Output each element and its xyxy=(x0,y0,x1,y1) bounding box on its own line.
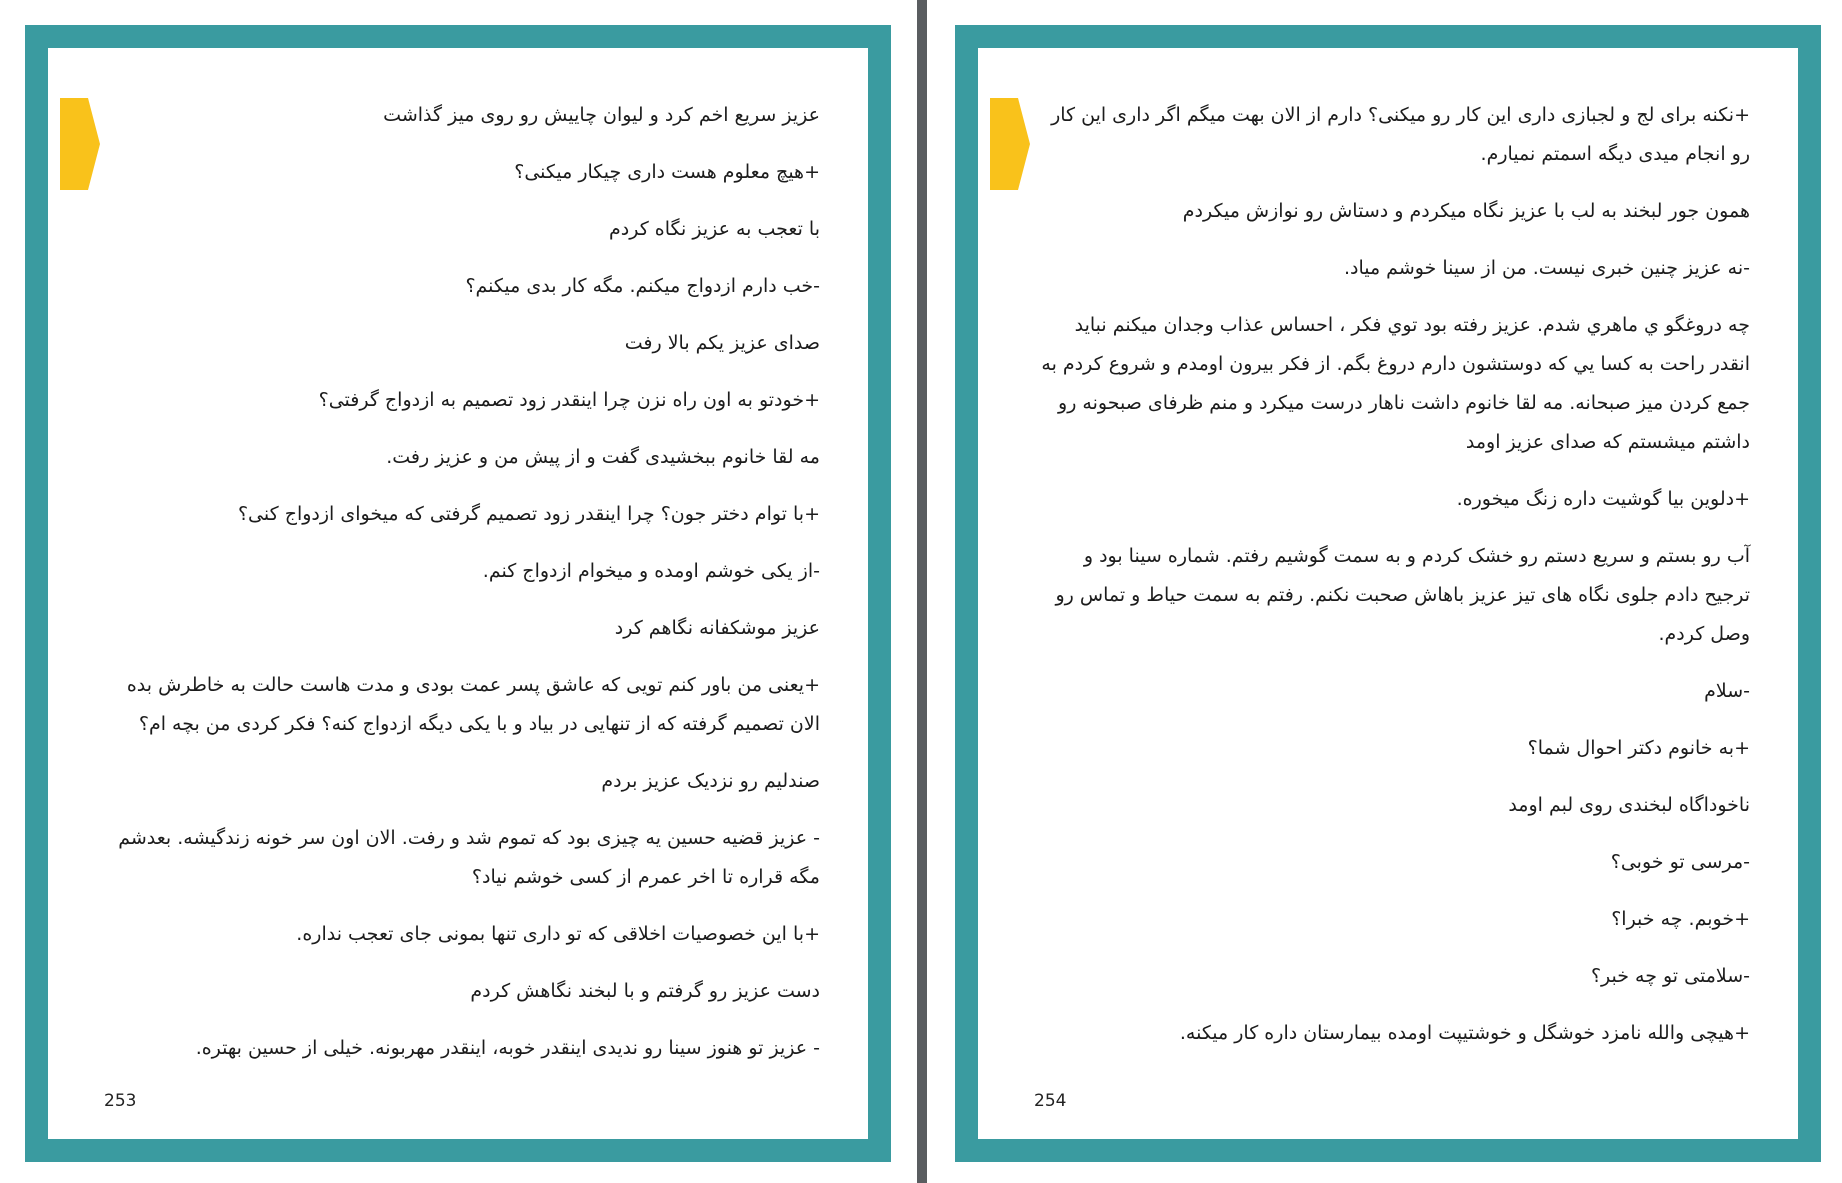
paragraph: صندلیم رو نزدیک عزیز بردم xyxy=(601,770,820,792)
paragraph: +یعنی من باور کنم تویی که عاشق پسر عمت بودی و مدت هاست حالت به خاطرش بده الان تصمیم گرفته که از تنهایی در بیاد و با یکی دیگه ازدواج کنه؟ فکر کردی من بچه ام؟ xyxy=(126,674,820,735)
paragraph: -سلام xyxy=(1704,680,1750,702)
page-number: 253 xyxy=(104,1091,137,1111)
right-page-text xyxy=(1040,96,1750,1071)
right-page-content xyxy=(978,48,1798,1139)
paragraph: +با توام دختر جون؟ چرا اینقدر زود تصمیم گرفتی که میخوای ازدواج کنی؟ xyxy=(237,503,820,525)
page-number: 254 xyxy=(1034,1091,1067,1111)
paragraph: همون جور لبخند به لب با عزیز نگاه میکردم و دستاش رو نوازش میکردم xyxy=(1182,200,1750,222)
paragraph: +نکنه برای لج و لجبازی داری این کار رو میکنی؟ دارم از الان بهت میگم اگر داری این کار رو انجام میدی دیگه اسمتم نمیارم. xyxy=(1051,104,1750,165)
paragraph: -سلامتی تو چه خبر؟ xyxy=(1590,965,1750,987)
bookmark-tab-icon xyxy=(990,98,1030,190)
paragraph: +به خانوم دکتر احوال شما؟ xyxy=(1527,737,1750,759)
paragraph: +هیچی والله نامزد خوشگل و خوشتیپت اومده بیمارستان داره کار میکنه. xyxy=(1179,1022,1750,1044)
paragraph: دست عزیز رو گرفتم و با لبخند نگاهش کردم xyxy=(470,980,820,1002)
paragraph: با تعجب به عزیز نگاه کردم xyxy=(609,218,820,240)
paragraph: - عزیز تو هنوز سینا رو ندیدی اینقدر خوبه، اینقدر مهربونه. خیلی از حسین بهتره. xyxy=(195,1037,820,1059)
right-page xyxy=(955,25,1821,1162)
bookmark-tab-icon xyxy=(60,98,100,190)
paragraph: ناخوداگاه لبخندی روی لبم اومد xyxy=(1508,794,1750,816)
paragraph: +دلوین بیا گوشیت داره زنگ میخوره. xyxy=(1456,488,1750,510)
paragraph: عزیز موشکفانه نگاهم کرد xyxy=(614,617,820,639)
paragraph: +خودتو به اون راه نزن چرا اینقدر زود تصمیم به ازدواج گرفتی؟ xyxy=(318,389,820,411)
paragraph: +هیچ معلوم هست داری چیکار میکنی؟ xyxy=(514,161,820,183)
left-page xyxy=(25,25,891,1162)
paragraph: +خوبم. چه خبرا؟ xyxy=(1611,908,1750,930)
paragraph: +با این خصوصیات اخلاقی که تو داری تنها بمونی جای تعجب نداره. xyxy=(296,923,820,945)
paragraph: -خب دارم ازدواج میکنم. مگه کار بدی میکنم؟ xyxy=(465,275,820,297)
paragraph: -نه عزیز چنین خبری نیست. من از سینا خوشم میاد. xyxy=(1343,257,1750,279)
left-page-content xyxy=(48,48,868,1139)
paragraph: آب رو بستم و سریع دستم رو خشک کردم و به سمت گوشیم رفتم. شماره سینا بود و ترجیح دادم جلوی نگاه های تیز عزیز باهاش صحبت نکنم. رفتم به سمت حیاط و تماس رو وصل کردم. xyxy=(1055,545,1750,645)
paragraph: -از یکی خوشم اومده و میخوام ازدواج کنم. xyxy=(482,560,820,582)
paragraph: مه لقا خانوم ببخشیدی گفت و از پیش من و عزیز رفت. xyxy=(386,446,820,468)
paragraph: صدای عزیز یکم بالا رفت xyxy=(624,332,820,354)
paragraph: -مرسی تو خوبی؟ xyxy=(1610,851,1750,873)
book-spine-divider xyxy=(917,0,927,1183)
paragraph: چه دروغگو ي ماهري شدم. عزیز رفته بود توي فکر ، احساس عذاب وجدان میکنم نباید انقدر راحت به کسا يي که دوستشون دارم دروغ بگم. از فکر بیرون اومدم و شروع کردم به جمع کردن میز صبحانه. مه لقا خانوم داشت ناهار درست میکرد و منم ظرفای صبحونه رو داشتم میشستم که صدای عزیز اومد xyxy=(1041,314,1750,453)
paragraph: عزیز سریع اخم کرد و لیوان چاییش رو روی میز گذاشت xyxy=(383,104,820,126)
paragraph: - عزیز قضیه حسین یه چیزی بود که تموم شد و رفت. الان اون سر خونه زندگیشه. بعدشم مگه قراره تا اخر عمرم از کسی خوشم نیاد؟ xyxy=(118,827,820,888)
left-page-text xyxy=(110,96,820,1086)
